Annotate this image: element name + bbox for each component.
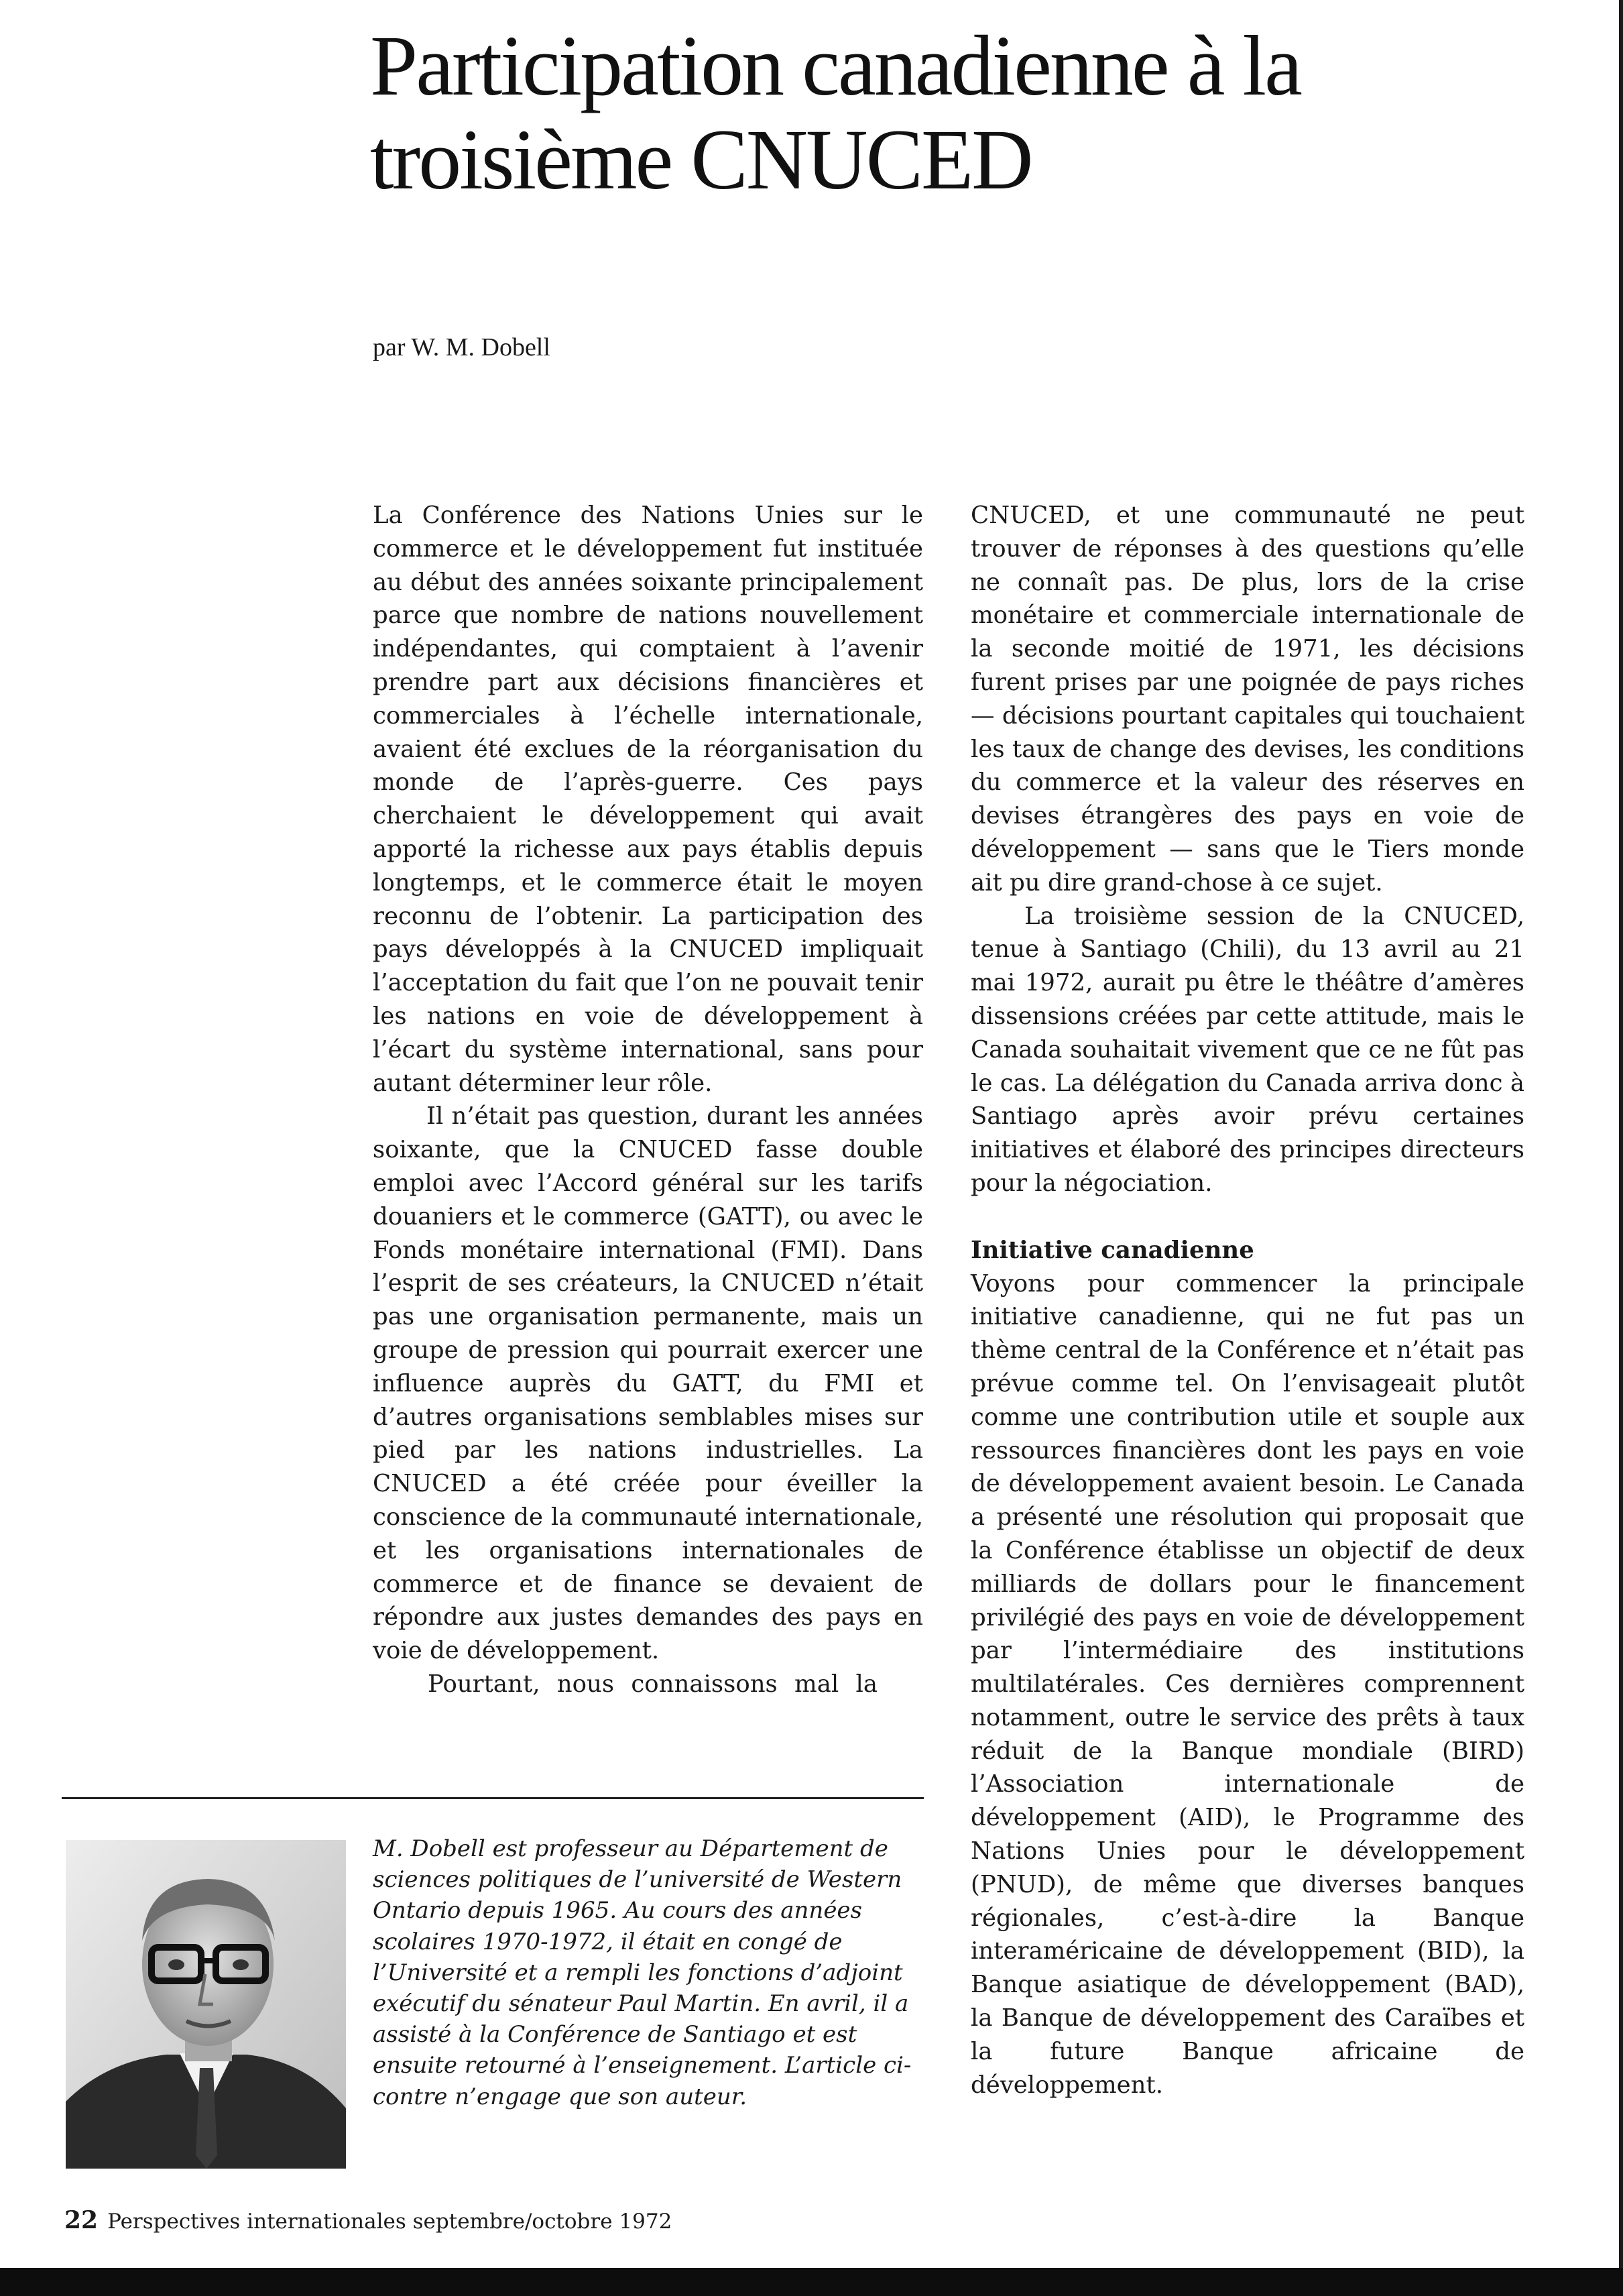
author-portrait-image: [66, 1840, 346, 2169]
left-paragraph-2: Il n’était pas question, durant les années soixante, que la CNUCED fasse double emploi avec l’Accord général sur les tarifs douaniers et le commerce (GATT), ou avec le Fonds monétaire international (FMI). Dans l’esprit de ses créateurs, la CNUCED n’était pas une organisation permanente, mais un groupe de pression qui pourrait exercer une influence auprès du GATT, du FMI et d’autres organisations semblables mises sur pied par les nations industrielles. La CNUCED a été créée pour éveiller la conscience de la communauté internationale, et les organisations internationales de commerce et de finance se devaient de répondre aux justes demandes des pays en voie de développement.: [373, 1102, 923, 1665]
left-paragraph-1: La Conférence des Nations Unies sur le commerce et le développement fut instituée au début des années soixante principalement parce que nombre de nations nouvellement indépendantes, qui comptaient à l’avenir prendre part aux décisions financières et commerciales à l’échelle internationale, avaient été exclues de la réorganisation du monde de l’après-guerre. Ces pays cherchaient le développement qui avait apporté la richesse aux pays établis depuis longtemps, et le commerce était le moyen reconnu de l’obtenir. La participation des pays développés à la CNUCED impliquait l’acceptation du fait que l’on ne pouvait tenir les nations en voie de développement à l’écart du système international, sans pour autant déterminer leur rôle.: [373, 502, 923, 1097]
section-paragraph: Voyons pour commencer la principale initiative canadienne, qui ne fut pas un thème central de la Conférence et n’était pas prévue comme tel. On l’envisageait plutôt comme une contribution utile et souple aux ressources financières dont les pays en voie de développement avaient besoin. Le Canada a présenté une résolution qui proposait que la Conférence établisse un objectif de deux milliards de dollars pour le financement privilégié des pays en voie de développement par l’intermédiaire des institutions multilatérales. Ces dernières comprennent notamment, outre le service des prêts à taux réduit de la Banque mondiale (BIRD) l’Association internationale de développement (AID), le Programme des Nations Unies pour le développement (PNUD), de même que diverses banques régionales, c’est-à-dire la Banque interaméricaine de développement (BID), la Banque asiatique de développement (BAD), la Banque de développement des Caraïbes et la future Banque africaine de développement.: [971, 1269, 1524, 2099]
section-divider: [62, 1797, 924, 1799]
article-title: [370, 19, 1577, 207]
scan-edge-bottom: [0, 2268, 1623, 2296]
byline: par W. M. Dobell: [373, 333, 550, 361]
page-number: 22: [64, 2206, 99, 2234]
page-footer: [64, 2206, 672, 2234]
author-note: M. Dobell est professeur au Département de sciences politiques de l’université de Western Ontario depuis 1965. Au cours des années scolaires 1970-1972, il était en congé de l’Université et a rempli les fonctions d’adjoint exécutif du sénateur Paul Martin. En avril, il a assisté à la Conférence de Santiago et est ensuite retourné à l’enseignement. L’article ci-contre n’engage que son auteur.: [373, 1835, 912, 2110]
left-paragraph-3: Pourtant, nous connaissons mal la: [428, 1670, 878, 1698]
section-subheading: Initiative canadienne: [971, 1236, 1254, 1264]
right-column: [971, 499, 1524, 2102]
right-paragraph-2: La troisième session de la CNUCED, tenue à Santiago (Chili), du 13 avril au 21 mai 1972, aurait pu être le théâtre d’amères dissensions créées par cette attitude, mais le Canada souhaitait vivement que ce ne fût pas le cas. La délégation du Canada arriva donc à Santiago après avoir prévu certaines initiatives et élaboré des principes directeurs pour la négociation.: [971, 902, 1524, 1197]
publication-name: Perspectives internationales septembre/octobre 1972: [107, 2209, 672, 2234]
article-title-line-2: troisième CNUCED: [370, 112, 1032, 207]
article-title-line-1: Participation canadienne à la: [370, 18, 1301, 113]
right-paragraph-1: CNUCED, et une communauté ne peut trouver de réponses à des questions qu’elle ne connaît pas. De plus, lors de la crise monétaire et commerciale internationale de la seconde moitié de 1971, les décisions furent prises par une poignée de pays riches — décisions pourtant capitales qui touchaient les taux de change des devises, les conditions du commerce et la valeur des réserves en devises étrangères des pays en voie de développement — sans que le Tiers monde ait pu dire grand-chose à ce sujet.: [971, 502, 1524, 897]
author-portrait: [66, 1840, 346, 2169]
left-column: [373, 499, 923, 1701]
scan-edge-right: [1619, 0, 1623, 2268]
